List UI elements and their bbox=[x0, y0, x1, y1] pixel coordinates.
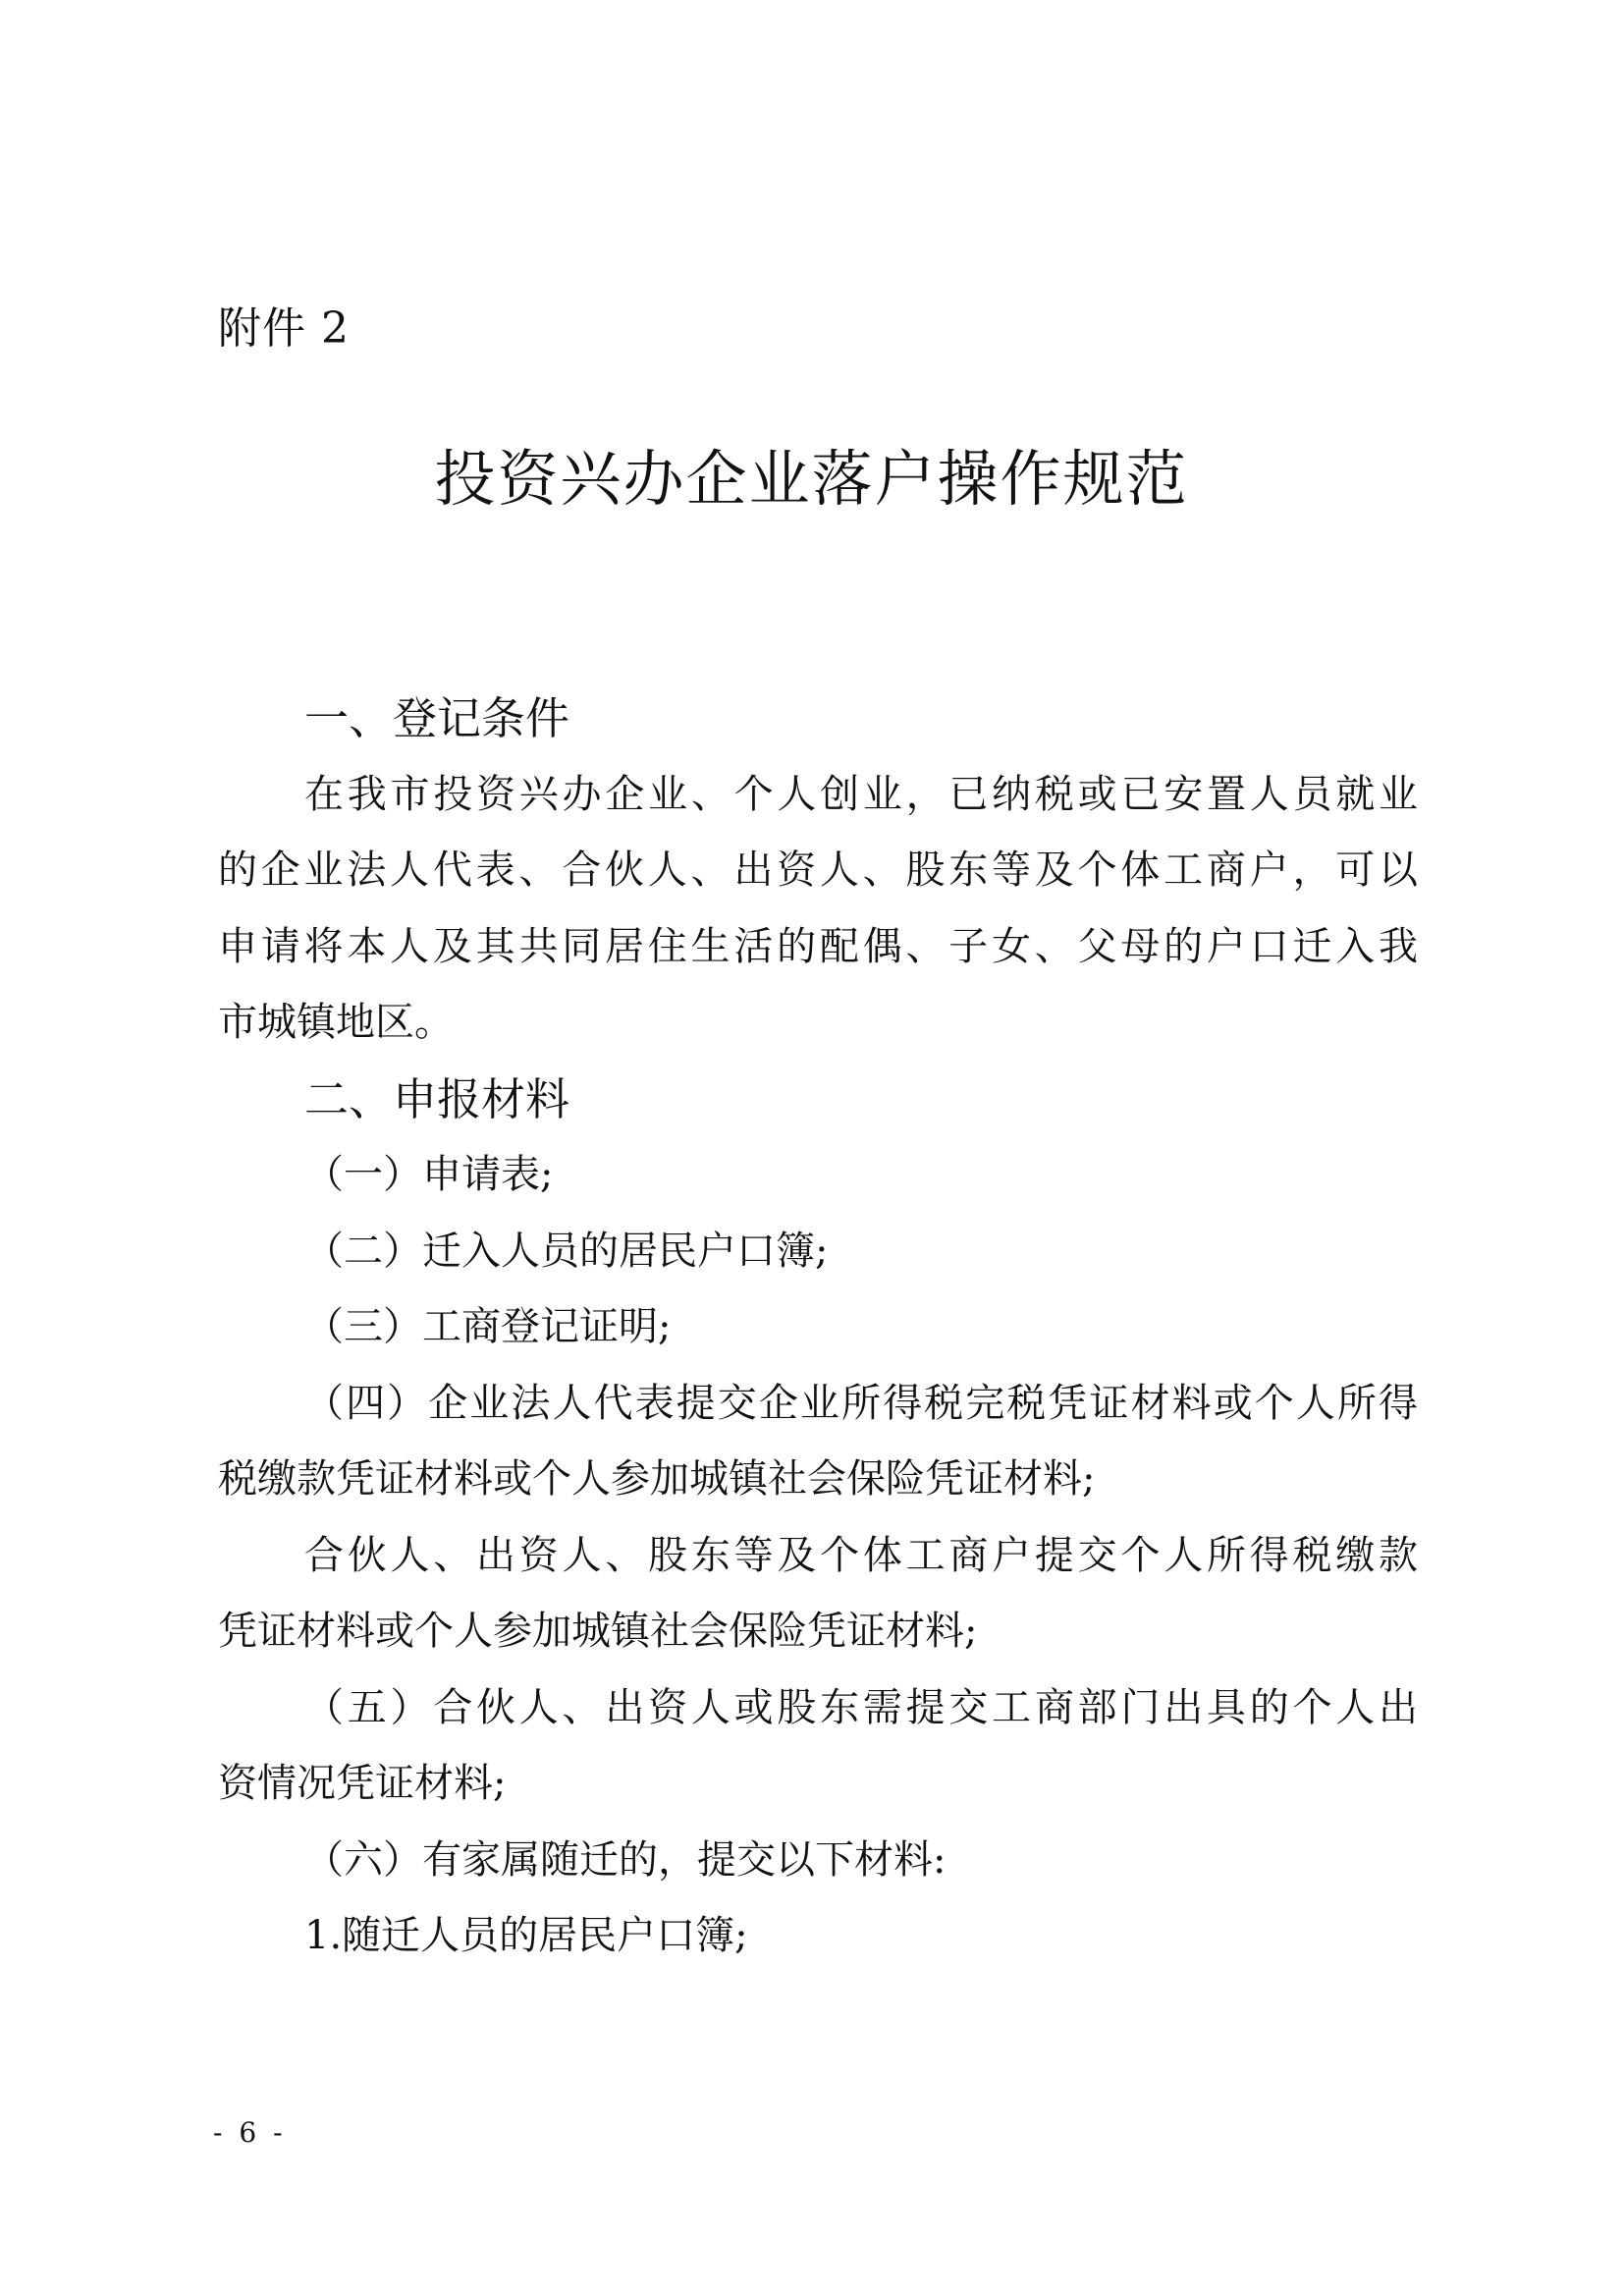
paragraph-line: 申请将本人及其共同居住生活的配偶、子女、父母的户口迁入我 bbox=[218, 923, 1418, 969]
list-item: （三）工商登记证明; bbox=[304, 1304, 672, 1349]
paragraph-line: 市城镇地区。 bbox=[218, 1000, 454, 1045]
list-item: （六）有家属随迁的，提交以下材料: bbox=[304, 1836, 947, 1883]
paragraph-line: 的企业法人代表、合伙人、出资人、股东等及个体工商户，可以 bbox=[218, 847, 1418, 893]
page-number: - 6 - bbox=[213, 2116, 287, 2149]
list-item-continuation: 资情况凭证材料; bbox=[218, 1761, 507, 1806]
attachment-label: 附件 2 bbox=[218, 303, 350, 354]
section-heading-materials: 二、申报材料 bbox=[304, 1072, 570, 1125]
list-item: （二）迁入人员的居民户口簿; bbox=[304, 1228, 829, 1274]
section-heading-conditions: 一、登记条件 bbox=[304, 692, 570, 744]
document-body bbox=[218, 681, 1418, 1975]
list-item: （一）申请表; bbox=[304, 1152, 554, 1197]
list-item: （四）企业法人代表提交企业所得税完税凭证材料或个人所得 bbox=[304, 1380, 1418, 1426]
paragraph-line: 合伙人、出资人、股东等及个体工商户提交个人所得税缴款 bbox=[304, 1532, 1418, 1578]
list-item-continuation: 税缴款凭证材料或个人参加城镇社会保险凭证材料; bbox=[218, 1456, 1096, 1502]
document-title: 投资兴办企业落户操作规范 bbox=[434, 443, 1189, 515]
list-item: （五）合伙人、出资人或股东需提交工商部门出具的个人出 bbox=[304, 1684, 1418, 1730]
paragraph-line: 凭证材料或个人参加城镇社会保险凭证材料; bbox=[218, 1609, 978, 1654]
sub-list-item: 1.随迁人员的居民户口簿; bbox=[304, 1913, 748, 1958]
paragraph-line: 在我市投资兴办企业、个人创业，已纳税或已安置人员就业 bbox=[304, 771, 1418, 817]
